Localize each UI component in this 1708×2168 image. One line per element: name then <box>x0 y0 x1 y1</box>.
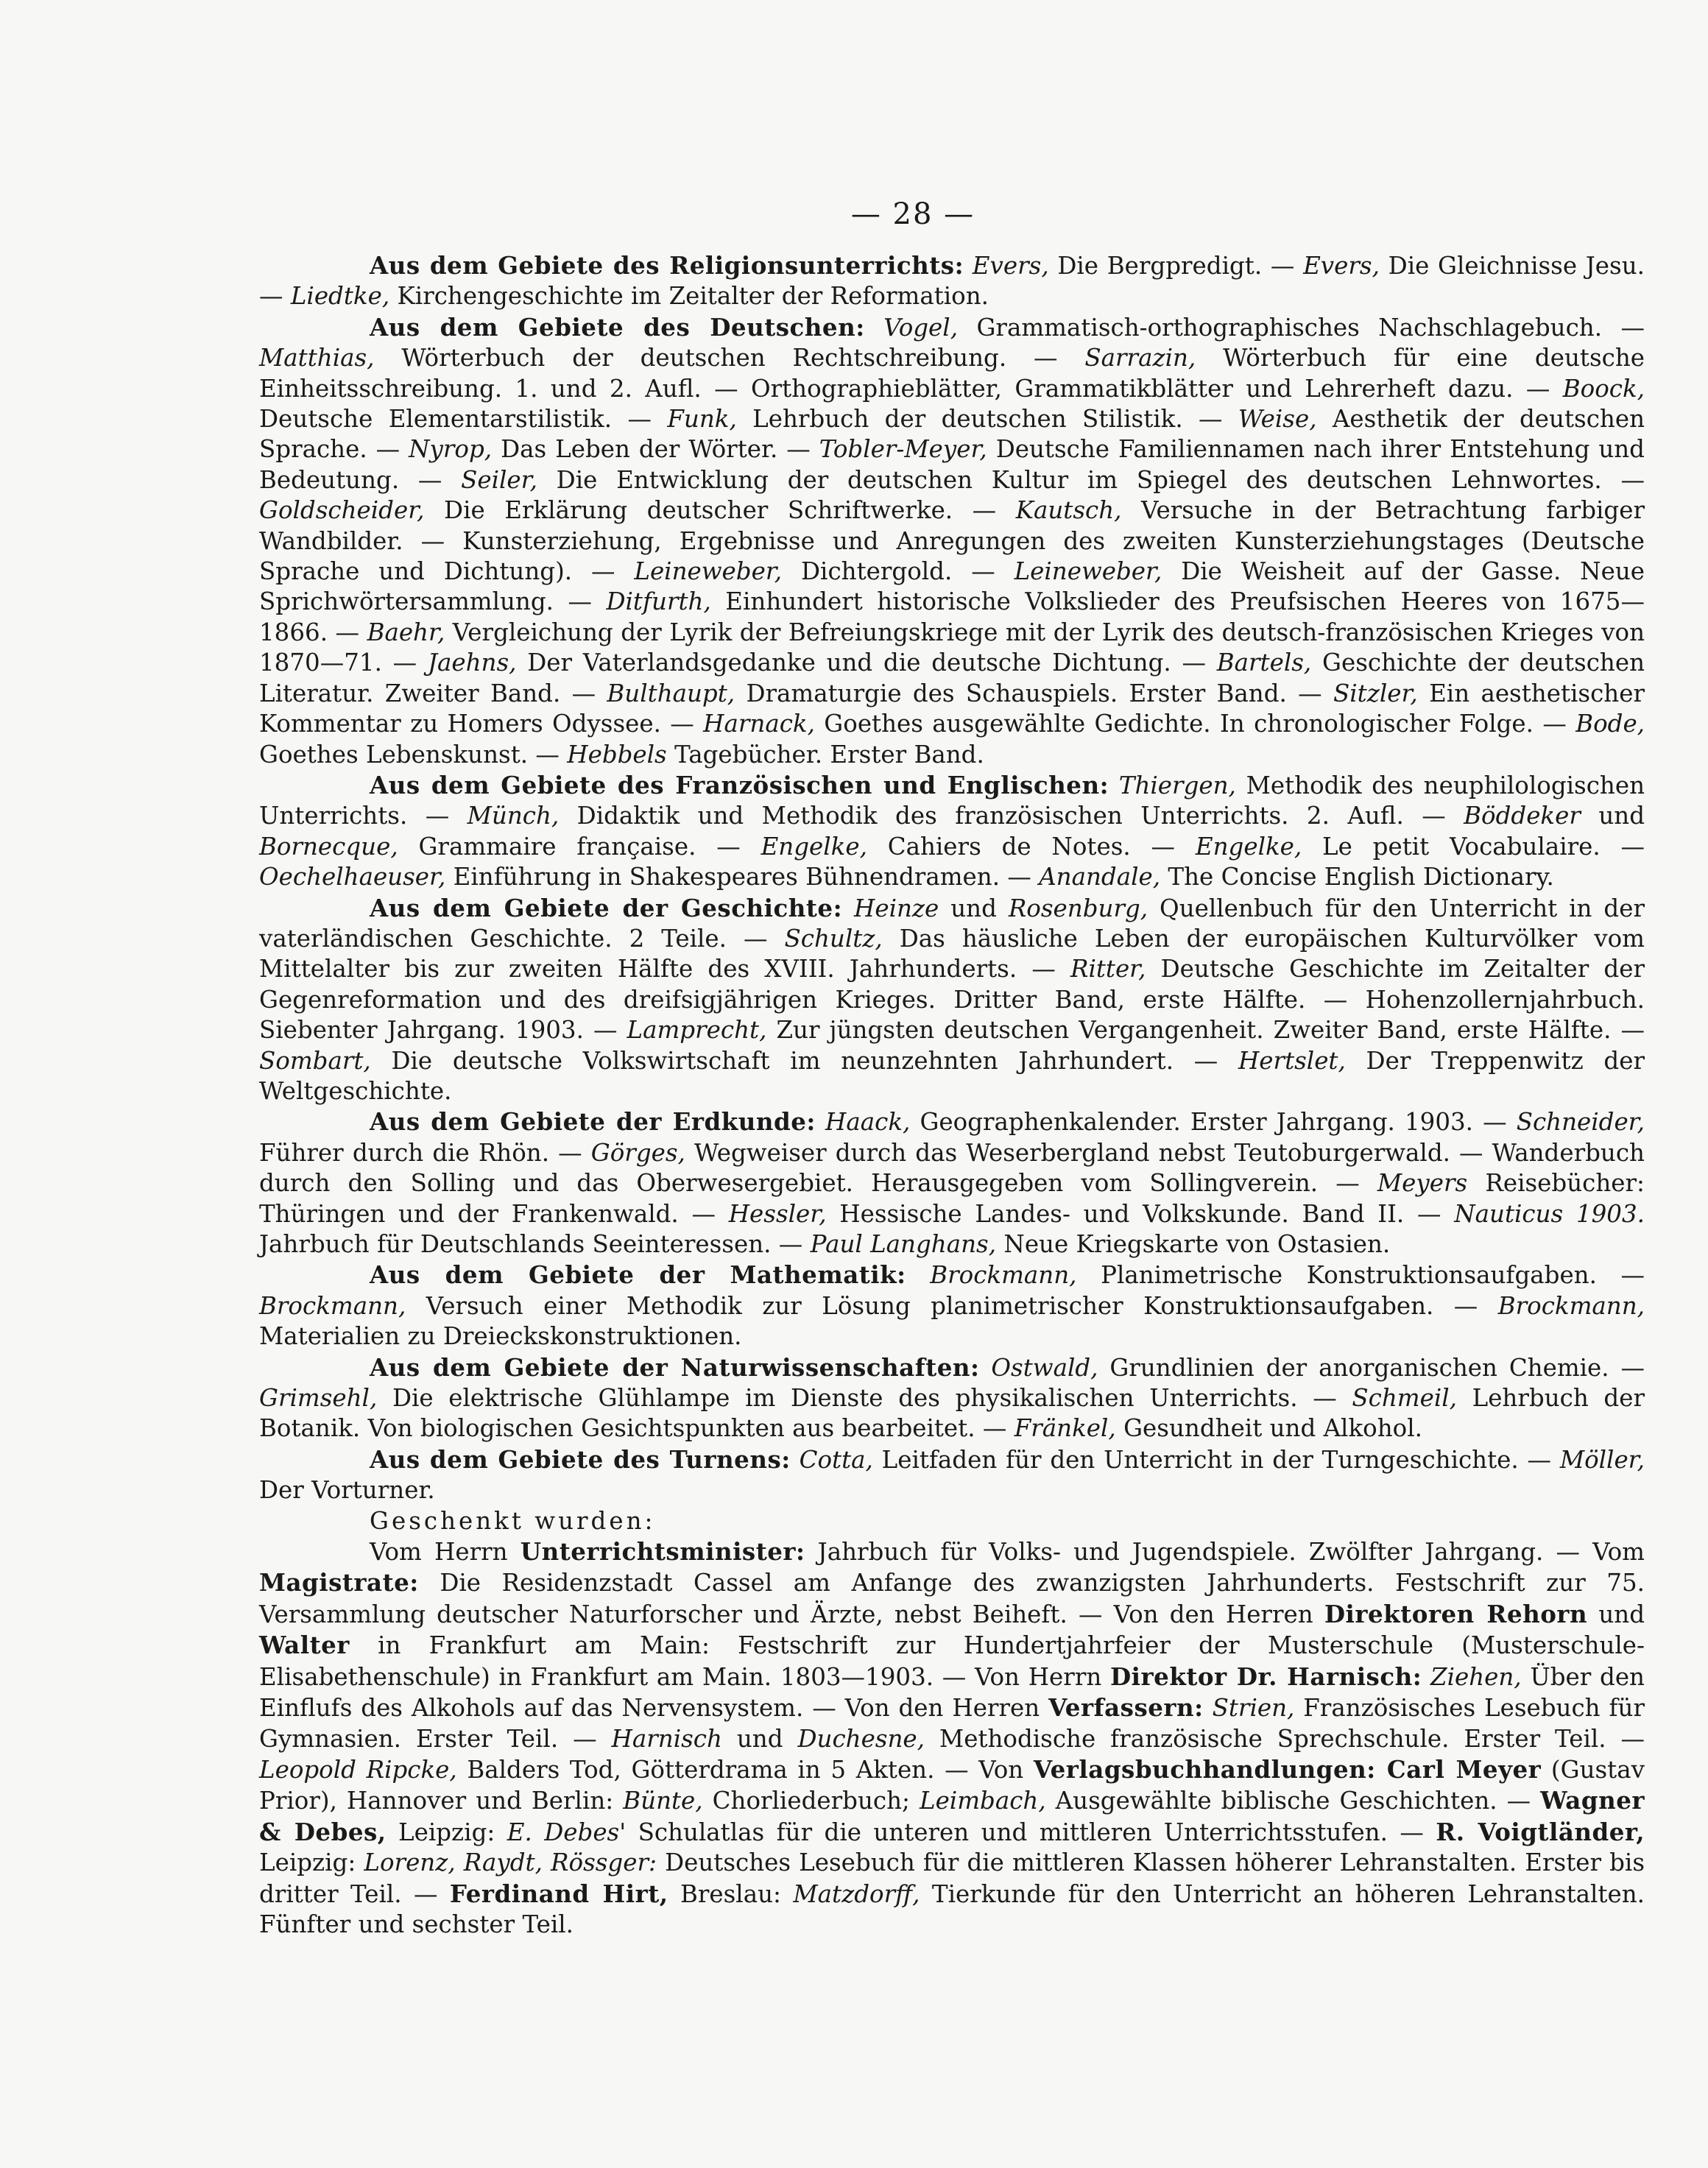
author: Grimsehl, <box>259 1384 378 1413</box>
paragraph-franzoesisch: Aus dem Gebiete des Französischen und Englischen: Thiergen, Methodik des neuphilologischen Unterrichts. — Münch, Didaktik und Methodik des französischen Unterrichts. 2. Aufl. — Böddeker und Bornecque, Grammaire française. — Engelke, Cahiers de Notes. — Engelke, Le petit Vocabulaire. — Oechelhaeuser, Einführung in Shakespeares Bühnendramen. — Anandale, The Concise English Dictionary. <box>259 770 1645 891</box>
page-number: — 28 — <box>850 197 975 231</box>
author: Seiler, <box>461 465 537 494</box>
donor: Ferdinand Hirt, <box>449 1879 668 1908</box>
donor: Walter <box>259 1631 350 1660</box>
author: Schmeil, <box>1352 1384 1457 1413</box>
author: Leineweber, <box>1014 557 1162 586</box>
author: Brockmann, <box>1497 1291 1645 1320</box>
author: Jaehns, <box>427 649 517 677</box>
author: Lorenz, Raydt, Rössger: <box>364 1849 657 1877</box>
author: Nyrop, <box>409 435 493 464</box>
author: Strien, <box>1212 1694 1295 1723</box>
author: Duchesne, <box>797 1724 925 1753</box>
donor: Direktoren Rehorn <box>1324 1599 1588 1628</box>
author: Böddeker <box>1464 802 1581 830</box>
paragraph-natur: Aus dem Gebiete der Naturwissenschaften: Ostwald, Grundlinien der anorganischen Chemie. — Grimsehl, Die elektrische Glühlampe im Dienste des physikalischen Unterrichts. — Schmeil, Lehrbuch der Botanik. Von biologischen Gesichtspunkten aus bearbeitet. — Fränkel, Gesundheit und Alkohol. <box>259 1352 1645 1443</box>
author: Liedtke, <box>290 282 390 311</box>
author: Leopold Ripcke, <box>259 1755 457 1784</box>
paragraph-geschenkt: Vom Herrn Unterrichtsminister: Jahrbuch für Volks- und Jugendspiele. Zwölfter Jahrgang. — Vom Magistrate: Die Residenzstadt Cassel am Anfange des zwanzigsten Jahrhunderts. Festschrift zur 75. Versammlung deutscher Naturforscher und Ärzte, nebst Beiheft. — Von den Herren Direktoren Rehorn und Walter in Frankfurt am Main: Festschrift zur Hundertjahrfeier der Musterschule (Musterschule-Elisabethenschule) in Frankfurt am Main. 1803—1903. — Von Herrn Direktor Dr. Harnisch: Ziehen, Über den Einflufs des Alkohols auf das Nervensystem. — Von den Herren Verfassern: Strien, Französisches Lesebuch für Gymnasien. Erster Teil. — Harnisch und Duchesne, Methodische französische Sprechschule. Erster Teil. — Leopold Ripcke, Balders Tod, Götterdrama in 5 Akten. — Von Verlagsbuchhandlungen: Carl Meyer (Gustav Prior), Hannover und Berlin: Bünte, Chorliederbuch; Leimbach, Ausgewählte biblische Geschichten. — Wagner & Debes, Leipzig: E. Debes' Schulatlas für die unteren und mittleren Unterrichtsstufen. — R. Voigtländer, Leipzig: Lorenz, Raydt, Rössger: Deutsches Lesebuch für die mittleren Klassen höherer Lehranstalten. Erster bis dritter Teil. — Ferdinand Hirt, Breslau: Matzdorff, Tierkunde für den Unterricht an höheren Lehranstalten. Fünfter und sechster Teil. <box>259 1537 1645 1938</box>
donor: Wagner & Debes, <box>259 1786 1645 1846</box>
author: Bode, <box>1575 710 1645 738</box>
author: Münch, <box>467 802 560 830</box>
author: Harnack, <box>703 710 815 738</box>
author: Evers, <box>972 252 1049 280</box>
author: Oechelhaeuser, <box>259 863 446 891</box>
section-heading: Aus dem Gebiete der Erdkunde: <box>370 1107 816 1137</box>
author: Hebbels <box>567 740 667 769</box>
author: Möller, <box>1559 1445 1645 1474</box>
section-heading: Aus dem Gebiete des Französischen und Englischen: <box>370 770 1109 799</box>
author: Fränkel, <box>1014 1414 1116 1443</box>
paragraph-mathematik: Aus dem Gebiete der Mathematik: Brockmann, Planimetrische Konstruktionsaufgaben. — Brockmann, Versuch einer Methodik zur Lösung planimetrischer Konstruktionsaufgaben. — Brockmann, Materialien zu Dreieckskonstruktionen. <box>259 1260 1645 1351</box>
author: Sitzler, <box>1333 679 1418 707</box>
author: Sombart, <box>259 1046 371 1075</box>
author: Matthias, <box>259 344 375 372</box>
author: E. Debes' <box>507 1818 627 1846</box>
author: Baehr, <box>367 618 445 646</box>
author: Sarrazin, <box>1084 344 1196 372</box>
body-text <box>259 250 1645 1940</box>
author: Boock, <box>1562 374 1645 403</box>
author: Kautsch, <box>1015 496 1122 525</box>
author: Bulthaupt, <box>607 679 735 707</box>
author: Leineweber, <box>634 557 783 586</box>
donor: R. Voigtländer, <box>1436 1817 1645 1846</box>
author: Görges, <box>590 1138 685 1167</box>
author: Brockmann, <box>259 1291 406 1320</box>
author: Vogel, <box>883 313 959 342</box>
author: Weise, <box>1238 405 1317 434</box>
author: Engelke, <box>761 832 867 861</box>
author: Funk, <box>667 405 737 434</box>
author: Tobler-Meyer, <box>819 435 987 464</box>
author: Heinze <box>854 894 939 922</box>
author: Rosenburg, <box>1008 894 1148 922</box>
author: Schneider, <box>1516 1108 1645 1137</box>
author: Ostwald, <box>991 1353 1098 1382</box>
author: Ditfurth, <box>606 587 711 616</box>
paragraph-religion: Aus dem Gebiete des Religionsunterrichts: Evers, Die Bergpredigt. — Evers, Die Gleichnisse Jesu. — Liedtke, Kirchengeschichte im Zeitalter der Reformation. <box>259 251 1645 311</box>
donor: Verlagsbuchhandlungen: Carl Meyer <box>1033 1754 1542 1784</box>
author: Brockmann, <box>930 1261 1077 1290</box>
paragraph-erdkunde: Aus dem Gebiete der Erdkunde: Haack, Geographenkalender. Erster Jahrgang. 1903. — Schneider, Führer durch die Rhön. — Görges, Wegweiser durch das Weserbergland nebst Teutoburgerwald. — Wanderbuch durch den Solling und das Oberwesergebiet. Herausgegeben vom Sollingverein. — Meyers Reisebücher: Thüringen und der Frankenwald. — Hessler, Hessische Landes- und Volkskunde. Band II. — Nauticus 1903. Jahrbuch für Deutschlands Seeinteressen. — Paul Langhans, Neue Kriegskarte von Ostasien. <box>259 1107 1645 1258</box>
author: Bartels, <box>1216 649 1312 677</box>
author: Hertslet, <box>1238 1046 1346 1075</box>
donor: Unterrichtsminister: <box>520 1537 805 1567</box>
author: Thiergen, <box>1118 771 1236 799</box>
author: Nauticus 1903. <box>1454 1199 1645 1228</box>
paragraph-deutsch: Aus dem Gebiete des Deutschen: Vogel, Grammatisch-orthographisches Nachschlagebuch. — Matthias, Wörterbuch der deutschen Rechtschreibung. — Sarrazin, Wörterbuch für eine deutsche Einheitsschreibung. 1. und 2. Aufl. — Orthographieblätter, Grammatikblätter und Lehrerheft dazu. — Boock, Deutsche Elementarstilistik. — Funk, Lehrbuch der deutschen Stilistik. — Weise, Aesthetik der deutschen Sprache. — Nyrop, Das Leben der Wörter. — Tobler-Meyer, Deutsche Familiennamen nach ihrer Entstehung und Bedeutung. — Seiler, Die Entwicklung der deutschen Kultur im Spiegel des deutschen Lehnwortes. — Goldscheider, Die Erklärung deutscher Schriftwerke. — Kautsch, Versuche in der Betrachtung farbiger Wandbilder. — Kunsterziehung, Ergebnisse und Anregungen des zweiten Kunsterziehungstages (Deutsche Sprache und Dichtung). — Leineweber, Dichtergold. — Leineweber, Die Weisheit auf der Gasse. Neue Sprichwörtersammlung. — Ditfurth, Einhundert historische Volkslieder des Preufsischen Heeres von 1675—1866. — Baehr, Vergleichung der Lyrik der Befreiungskriege mit der Lyrik des deutsch-französischen Krieges von 1870—71. — Jaehns, Der Vaterlandsgedanke und die deutsche Dichtung. — Bartels, Geschichte der deutschen Literatur. Zweiter Band. — Bulthaupt, Dramaturgie des Schauspiels. Erster Band. — Sitzler, Ein aesthetischer Kommentar zu Homers Odyssee. — Harnack, Goethes ausgewählte Gedichte. In chronologischer Folge. — Bode, Goethes Lebenskunst. — Hebbels Tagebücher. Erster Band. <box>259 312 1645 769</box>
author: Hessler, <box>728 1199 827 1228</box>
author: Ritter, <box>1070 955 1146 984</box>
author: Lamprecht, <box>627 1016 767 1045</box>
section-heading: Aus dem Gebiete des Deutschen: <box>370 312 865 342</box>
author: Anandale, <box>1039 863 1161 891</box>
section-heading: Aus dem Gebiete der Mathematik: <box>370 1260 906 1290</box>
author: Paul Langhans, <box>810 1230 997 1258</box>
donor: Verfassern: <box>1048 1693 1204 1723</box>
author: Bornecque, <box>259 832 398 861</box>
author: Bünte, <box>623 1787 703 1815</box>
author: Goldscheider, <box>259 496 425 525</box>
section-heading: Aus dem Gebiete der Geschichte: <box>370 893 843 922</box>
author: Engelke, <box>1195 832 1302 861</box>
section-heading: Aus dem Gebiete der Naturwissenschaften: <box>370 1352 980 1382</box>
section-heading: Aus dem Gebiete des Religionsunterrichts: <box>370 251 964 280</box>
author: Ziehen, <box>1430 1662 1522 1691</box>
author: Leimbach, <box>919 1787 1046 1815</box>
geschenkt-heading: Geschenkt wurden: <box>370 1506 656 1535</box>
donor: Magistrate: <box>259 1568 419 1597</box>
author: Evers, <box>1303 252 1380 280</box>
donor: Direktor Dr. Harnisch: <box>1110 1662 1422 1691</box>
author: Meyers <box>1377 1169 1468 1198</box>
paragraph-turnen: Aus dem Gebiete des Turnens: Cotta, Leitfaden für den Unterricht in der Turngeschichte. — Möller, Der Vorturner. <box>259 1444 1645 1505</box>
section-heading: Aus dem Gebiete des Turnens: <box>370 1444 791 1474</box>
author: Haack, <box>825 1108 911 1137</box>
paragraph-geschichte: Aus dem Gebiete der Geschichte: Heinze und Rosenburg, Quellenbuch für den Unterricht in der vaterländischen Geschichte. 2 Teile. — Schultz, Das häusliche Leben der europäischen Kulturvölker vom Mittelalter bis zur zweiten Hälfte des XVIII. Jahrhunderts. — Ritter, Deutsche Geschichte im Zeitalter der Gegenreformation und des dreifsigjährigen Krieges. Dritter Band, erste Hälfte. — Hohenzollernjahrbuch. Siebenter Jahrgang. 1903. — Lamprecht, Zur jüngsten deutschen Vergangenheit. Zweiter Band, erste Hälfte. — Sombart, Die deutsche Volkswirtschaft im neunzehnten Jahrhundert. — Hertslet, Der Treppenwitz der Weltgeschichte. <box>259 893 1645 1105</box>
author: Schultz, <box>784 924 883 953</box>
author: Cotta, <box>799 1445 873 1474</box>
author: Matzdorff, <box>793 1879 920 1908</box>
author: Harnisch <box>611 1724 722 1753</box>
